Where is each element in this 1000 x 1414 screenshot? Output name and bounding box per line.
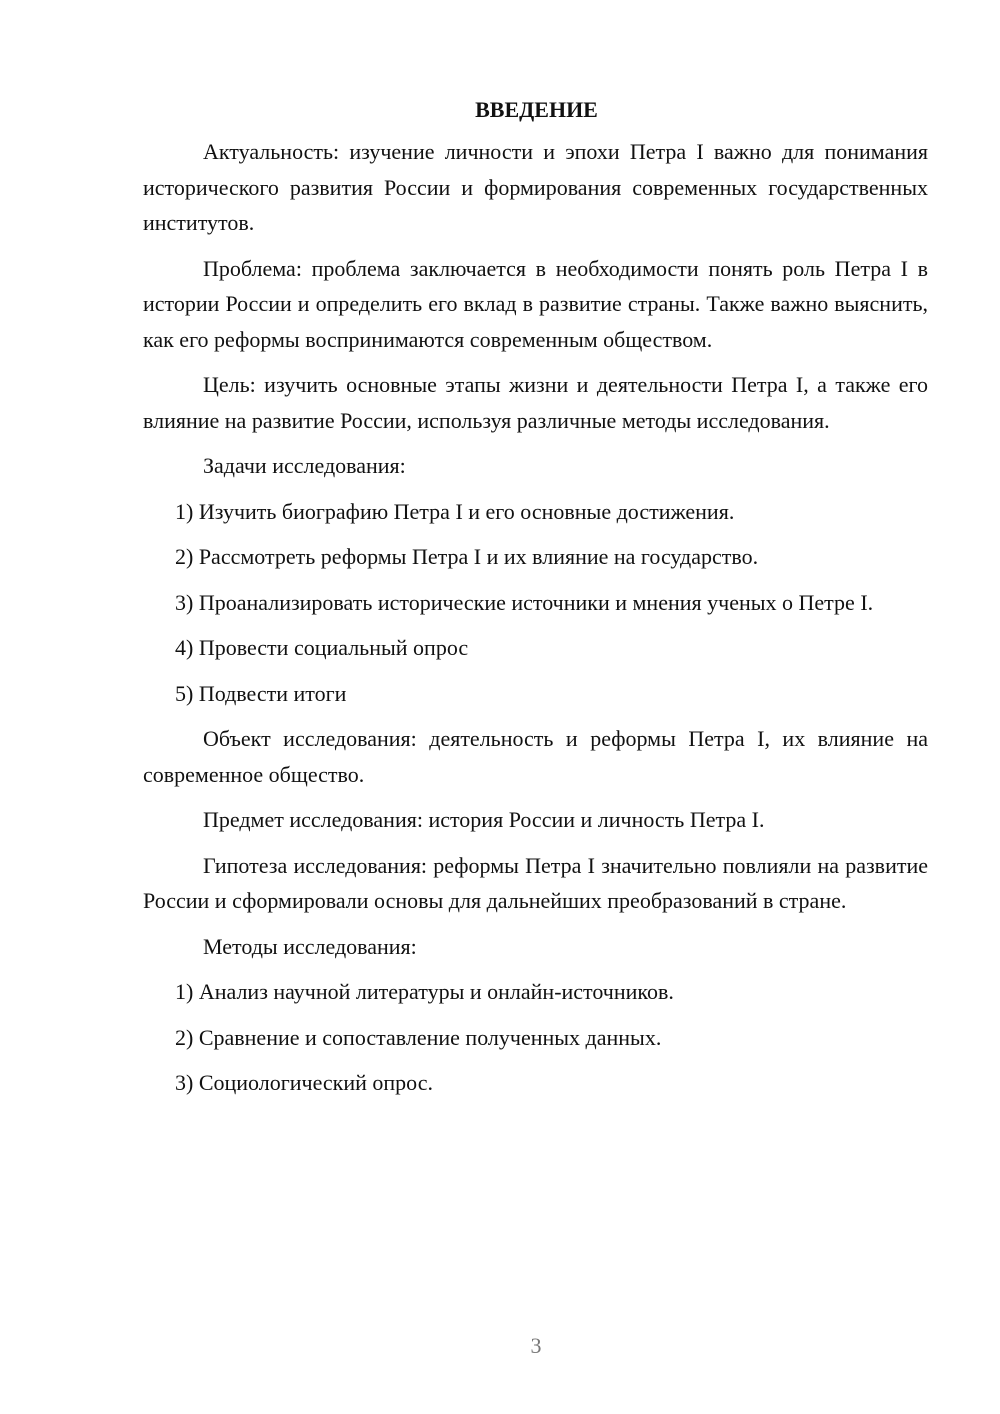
paragraph-goal: Цель: изучить основные этапы жизни и деятельности Петра I, а также его влияние на развитие России, используя различные методы исследования.: [143, 372, 928, 433]
task-item: 3) Проанализировать исторические источники и мнения ученых о Петре I.: [175, 589, 874, 615]
paragraph-problem: Проблема: проблема заключается в необходимости понять роль Петра I в истории России и определить его вклад в развитие страны. Также важно выяснить, как его реформы воспринимаются современным обществом.: [143, 255, 928, 352]
method-item: 3) Социологический опрос.: [175, 1070, 433, 1095]
tasks-heading: Задачи исследования:: [203, 453, 406, 478]
task-item: 2) Рассмотреть реформы Петра I и их влияние на государство.: [175, 544, 759, 569]
document-page: [143, 92, 928, 1111]
paragraph-subject: Предмет исследования: история России и личность Петра I.: [203, 807, 765, 832]
task-item: 5) Подвести итоги: [175, 680, 347, 706]
paragraph-relevance: Актуальность: изучение личности и эпохи Петра I важно для понимания исторического развития России и формирования современных государственных институтов.: [143, 139, 928, 235]
task-item: 4) Провести социальный опрос: [175, 635, 469, 660]
method-item: 2) Сравнение и сопоставление полученных данных.: [175, 1024, 662, 1050]
paragraph-object: Объект исследования: деятельность и реформы Петра I, их влияние на современное общество.: [143, 726, 928, 787]
paragraph-hypothesis: Гипотеза исследования: реформы Петра I значительно повлияли на развитие России и сформировали основы для дальнейших преобразований в стране.: [143, 852, 928, 913]
task-item: 1) Изучить биографию Петра I и его основные достижения.: [175, 498, 735, 524]
method-item: 1) Анализ научной литературы и онлайн-источников.: [175, 979, 674, 1004]
page-number: 3: [530, 1333, 542, 1358]
methods-heading: Методы исследования:: [203, 933, 417, 959]
section-title: ВВЕДЕНИЕ: [475, 97, 598, 122]
